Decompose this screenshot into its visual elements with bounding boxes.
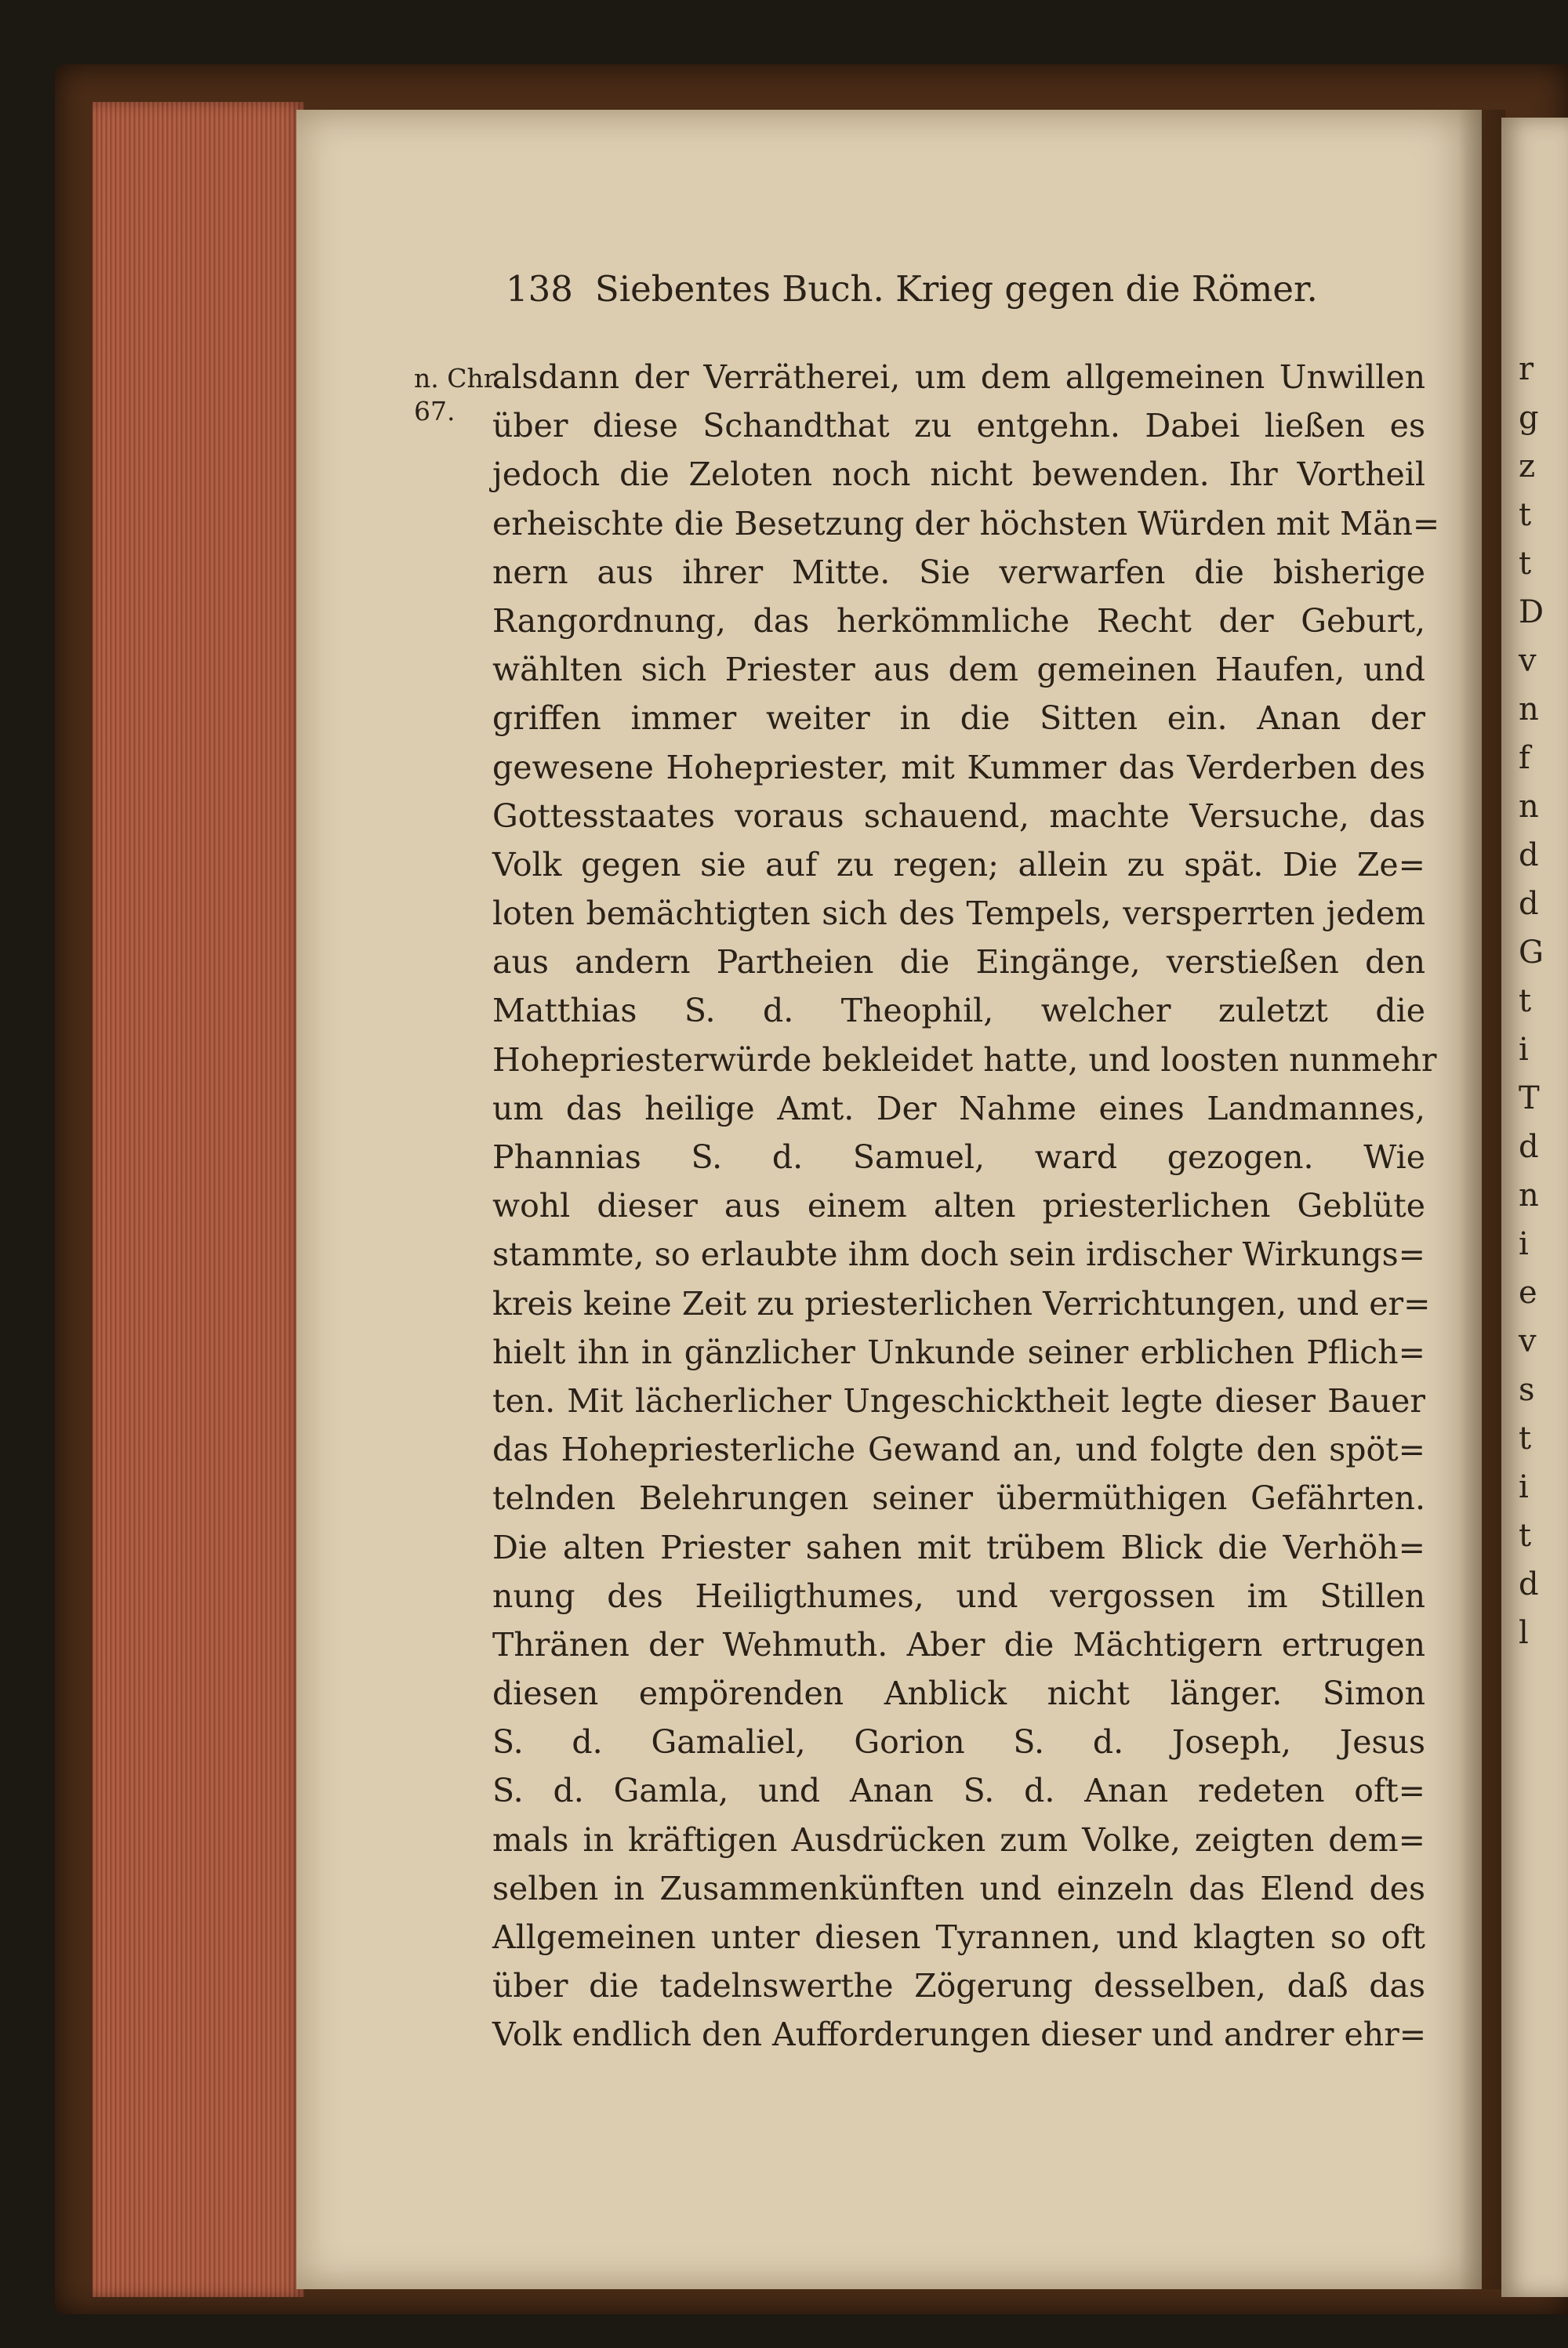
text-line: alsdann der Verrätherei, um dem allgemeinen Unwillen [492, 358, 1425, 396]
text-line: über diese Schandthat zu entgehn. Dabei ließen es [492, 407, 1425, 445]
text-line: mals in kräftigen Ausdrücken zum Volke, zeigten dem= [492, 1820, 1425, 1859]
text-line: über die tadelnswerthe Zögerung desselben, daß das [492, 1967, 1425, 2005]
next-page-letter: z [1519, 448, 1536, 484]
text-line: Volk endlich den Aufforderungen dieser und andrer ehr= [492, 2016, 1427, 2054]
next-page-letter: r [1519, 351, 1534, 387]
text-line: diesen empörenden Anblick nicht länger. Simon [492, 1675, 1425, 1713]
next-page-edge [1501, 118, 1568, 2297]
text-line: telnden Belehrungen seiner übermüthigen Gefährten. [492, 1479, 1425, 1518]
next-page-letter: d [1519, 1566, 1539, 1602]
text-line: S. d. Gamla, und Anan S. d. Anan redeten oft= [492, 1772, 1425, 1810]
text-line: nern aus ihrer Mitte. Sie verwarfen die bisherige [492, 553, 1425, 591]
next-page-letter: n [1519, 1178, 1539, 1214]
text-line: Rangordnung, das herkömmliche Recht der Geburt, [492, 601, 1425, 640]
text-line: Phannias S. d. Samuel, ward gezogen. Wie [492, 1138, 1425, 1176]
text-line: selben in Zusammenkünften und einzeln das Elend des [492, 1869, 1425, 1907]
next-page-letter: l [1519, 1615, 1529, 1651]
text-line: stammte, so erlaubte ihm doch sein irdischer Wirkungs= [492, 1236, 1425, 1274]
text-line: loten bemächtigten sich des Tempels, versperrten jedem [492, 895, 1425, 933]
text-line: hielt ihn in gänzlicher Unkunde seiner erblichen Pflich= [492, 1333, 1425, 1371]
text-line: Hohepriesterwürde bekleidet hatte, und loosten nunmehr [492, 1040, 1437, 1079]
text-line: wählten sich Priester aus dem gemeinen Haufen, und [492, 651, 1425, 689]
text-line: gewesene Hohepriester, mit Kummer das Verderben des [492, 748, 1425, 786]
next-page-letter: d [1519, 837, 1539, 873]
text-line: das Hohepriesterliche Gewand an, und folgte den spöt= [492, 1431, 1425, 1469]
text-line: ten. Mit lächerlicher Ungeschicktheit legte dieser Bauer [492, 1381, 1425, 1420]
next-page-letters [1519, 345, 1544, 1657]
next-page-letter: d [1519, 886, 1539, 922]
next-page-letter: g [1519, 400, 1539, 436]
running-head [506, 265, 1384, 314]
next-page-letter: G [1519, 934, 1544, 971]
page-title: Siebentes Buch. Krieg gegen die Römer. [594, 268, 1318, 310]
text-line: aus andern Partheien die Eingänge, verstießen den [492, 943, 1425, 982]
text-line: kreis keine Zeit zu priesterlichen Verrichtungen, und er= [492, 1284, 1431, 1323]
text-line: um das heilige Amt. Der Nahme eines Landmannes, [492, 1089, 1425, 1127]
next-page-letter: i [1519, 1469, 1529, 1505]
next-page-letter: D [1519, 594, 1544, 630]
next-page-letter: n [1519, 691, 1539, 728]
body-text [492, 353, 1440, 2059]
text-line: griffen immer weiter in die Sitten ein. Anan der [492, 699, 1425, 738]
text-line: Matthias S. d. Theophil, welcher zuletzt die [492, 992, 1425, 1030]
next-page-letter: T [1519, 1080, 1540, 1116]
text-line: Allgemeinen unter diesen Tyrannen, und klagten so oft [492, 1918, 1425, 1956]
next-page-letter: e [1519, 1275, 1537, 1311]
text-line: erheischte die Besetzung der höchsten Würden mit Män= [492, 504, 1440, 543]
text-line: jedoch die Zeloten noch nicht bewenden. Ihr Vortheil [492, 455, 1425, 494]
text-line: Die alten Priester sahen mit trübem Blick die Verhöh= [492, 1528, 1425, 1566]
page-edges [93, 102, 304, 2297]
text-line: nung des Heiligthumes, und vergossen im Stillen [492, 1577, 1425, 1615]
margin-note-era: n. Chr. [414, 363, 502, 394]
next-page-letter: i [1519, 1226, 1529, 1262]
margin-note [414, 362, 502, 428]
text-line: wohl dieser aus einem alten priesterlichen Geblüte [492, 1187, 1425, 1225]
next-page-letter: v [1519, 643, 1537, 679]
next-page-letter: v [1519, 1323, 1537, 1359]
next-page-letter: t [1519, 1421, 1532, 1457]
next-page-letter: t [1519, 497, 1532, 533]
text-line: Thränen der Wehmuth. Aber die Mächtigern ertrugen [492, 1625, 1425, 1664]
page-number: 138 [506, 268, 573, 310]
next-page-letter: n [1519, 789, 1539, 825]
text-line: Gottesstaates voraus schauend, machte Versuche, das [492, 797, 1425, 835]
next-page-letter: t [1519, 983, 1532, 1019]
next-page-letter: s [1519, 1372, 1535, 1408]
text-line: Volk gegen sie auf zu regen; allein zu spät. Die Ze= [492, 845, 1425, 884]
next-page-letter: t [1519, 546, 1532, 582]
margin-note-year: 67. [414, 396, 456, 426]
page-fold-shadow [1458, 110, 1505, 2289]
next-page-letter: f [1519, 740, 1530, 776]
text-line: S. d. Gamaliel, Gorion S. d. Joseph, Jesus [492, 1723, 1425, 1762]
next-page-letter: t [1519, 1518, 1532, 1554]
next-page-letter: i [1519, 1032, 1529, 1068]
next-page-letter: d [1519, 1129, 1539, 1165]
